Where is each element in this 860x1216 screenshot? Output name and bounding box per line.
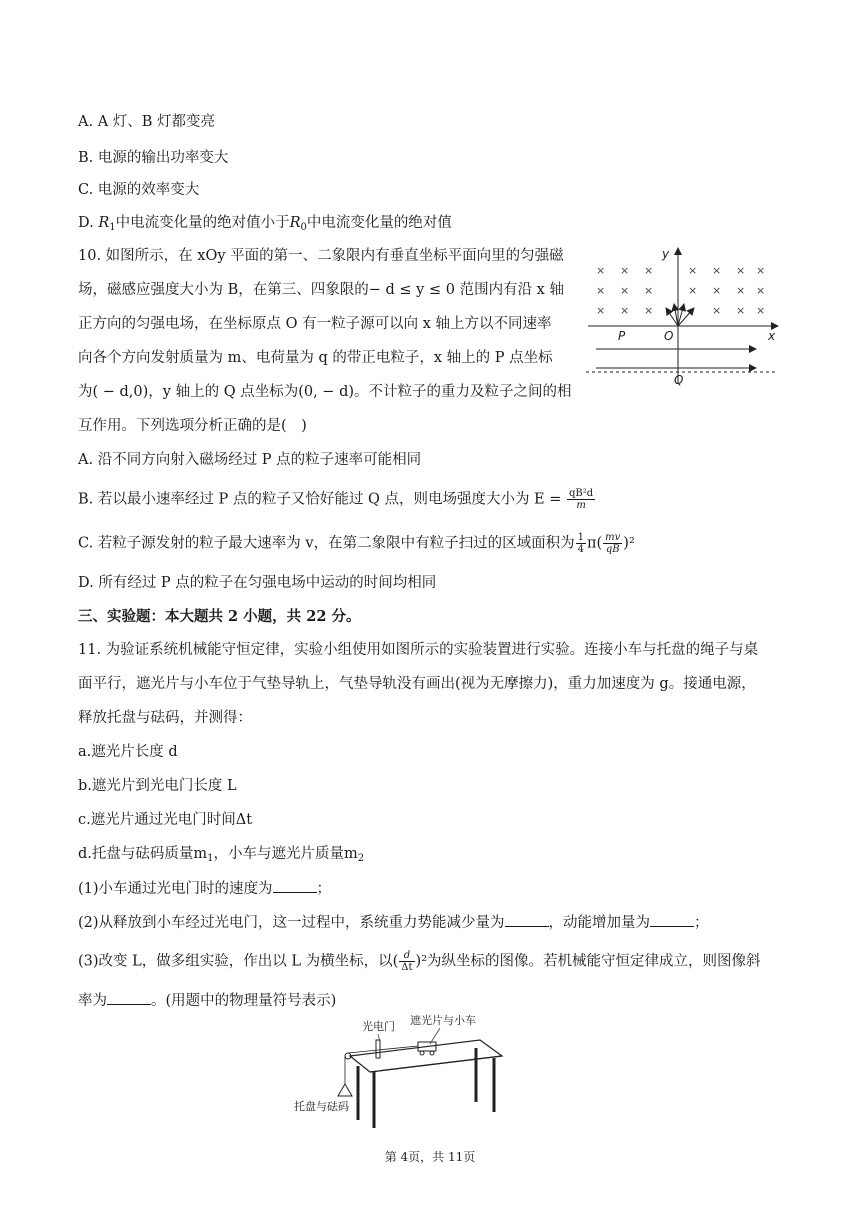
gate-label: 光电门 bbox=[362, 1020, 395, 1033]
section-heading: 三、实验题：本大题共 2 小题，共 22 分。 bbox=[78, 608, 361, 625]
q10-option-b: B. 若以最小速率经过 P 点的粒子又恰好能过 Q 点，则电场强度大小为 E = $\frac{\text{qB²d}}{m}$ bbox=[78, 488, 594, 511]
q10-option-c: C. 若粒子源发射的粒子最大速率为 v，在第二象限中有粒子扫过的区域面积为 $\frac{1}{4}$ π( $\frac{mv}{qB}$ )² bbox=[78, 532, 635, 555]
answer-blank[interactable] bbox=[650, 912, 694, 927]
answer-blank[interactable] bbox=[107, 990, 151, 1005]
q11-line-2: 面平行，遮光片与小车位于气垫导轨上，气垫导轨没有画出(视为无摩擦力)，重力加速度为 g。接通电源， bbox=[78, 676, 756, 692]
cross-mark: × bbox=[712, 284, 722, 297]
cross-mark: × bbox=[620, 304, 630, 317]
origin-label: O bbox=[664, 329, 674, 343]
q11-line-1: 11. 为验证系统机械能守恒定律，实验小组使用如图所示的实验装置进行实验。连接小车与托盘的绳子与桌 bbox=[78, 642, 759, 658]
cross-mark: × bbox=[756, 304, 766, 317]
tray bbox=[338, 1084, 352, 1096]
cross-mark: × bbox=[644, 284, 654, 297]
table-top bbox=[350, 1040, 502, 1072]
q10-line-3: 正方向的匀强电场，在坐标原点 O 有一粒子源可以向 x 轴上方以不同速率 bbox=[78, 316, 552, 332]
photogate bbox=[376, 1040, 380, 1058]
q10-line-4: 向各个方向发射质量为 m、电荷量为 q 的带正电粒子，x 轴上的 P 点坐标 bbox=[78, 350, 553, 366]
q11-sub-2: (2)从释放到小车经过光电门，这一过程中，系统重力势能减少量为 ，动能增加量为 ； bbox=[78, 912, 709, 933]
q11-item-d: d.托盘与砝码质量$m_1$，小车与遮光片质量$m_2$ bbox=[78, 846, 365, 864]
cross-mark: × bbox=[596, 284, 606, 297]
q11-item-a: a.遮光片长度 d bbox=[78, 744, 178, 760]
cross-mark: × bbox=[620, 284, 630, 297]
q10-field-figure bbox=[584, 244, 784, 394]
cross-mark: × bbox=[736, 304, 746, 317]
cross-mark: × bbox=[620, 264, 630, 277]
q11-line-3: 释放托盘与砝码，并测得： bbox=[78, 710, 252, 726]
cross-mark: × bbox=[736, 264, 746, 277]
tray-label: 托盘与砝码 bbox=[294, 1100, 349, 1113]
q11-sub-1: (1)小车通过光电门时的速度为 ； bbox=[78, 878, 331, 899]
particle-direction-arrows bbox=[666, 304, 694, 326]
cross-mark: × bbox=[644, 304, 654, 317]
cross-mark: × bbox=[596, 264, 606, 277]
cart-label: 遮光片与小车 bbox=[410, 1014, 476, 1027]
q10-line-6: 互作用。下列选项分析正确的是( ) bbox=[78, 418, 307, 434]
cross-mark: × bbox=[756, 284, 766, 297]
cross-mark: × bbox=[756, 264, 766, 277]
cross-mark: × bbox=[736, 284, 746, 297]
q9-option-d: D. $R_1$中电流变化量的绝对值小于$R_0$中电流变化量的绝对值 bbox=[78, 215, 452, 233]
q11-sub-3: (3)改变 L，做多组实验，作出以 L 为横坐标，以( $\frac{d}{\Delta t}$ )²为纵坐标的图像。若机械能守恒定律成立，则图像斜 bbox=[78, 950, 761, 973]
q11-sub-3-cont: 率为 。(用题中的物理量符号表示) bbox=[78, 990, 336, 1011]
q9-option-c: C. 电源的效率变大 bbox=[78, 182, 200, 198]
cross-mark: × bbox=[688, 284, 698, 297]
q10-line-5: 为( − d,0)，y 轴上的 Q 点坐标为(0, − d)。不计粒子的重力及粒子之间的相 bbox=[78, 384, 572, 400]
cross-mark: × bbox=[688, 264, 698, 277]
q11-item-b: b.遮光片到光电门长度 L bbox=[78, 778, 237, 794]
point-q-label: Q bbox=[674, 373, 684, 387]
q10-option-d: D. 所有经过 P 点的粒子在匀强电场中运动的时间均相同 bbox=[78, 575, 437, 591]
answer-blank[interactable] bbox=[273, 878, 317, 893]
magnetic-field-crosses bbox=[596, 264, 765, 317]
y-axis-label: y bbox=[662, 247, 670, 261]
page-footer: 第 4页，共 11页 bbox=[384, 1150, 476, 1164]
q11-item-c: c.遮光片通过光电门时间Δt bbox=[78, 812, 253, 828]
q10-line-2: 场，磁感应强度大小为 B，在第三、四象限的− d ≤ y ≤ 0 范围内有沿 x 轴 bbox=[78, 282, 564, 298]
electric-field-lines bbox=[596, 349, 756, 368]
cross-mark: × bbox=[644, 264, 654, 277]
answer-blank[interactable] bbox=[505, 912, 549, 927]
cross-mark: × bbox=[596, 304, 606, 317]
q10-option-a: A. 沿不同方向射入磁场经过 P 点的粒子速率可能相同 bbox=[78, 452, 422, 468]
q9-option-a: A. A 灯、B 灯都变亮 bbox=[78, 114, 216, 130]
cross-mark: × bbox=[712, 264, 722, 277]
point-p-label: P bbox=[618, 329, 626, 343]
x-axis-label: x bbox=[768, 329, 776, 343]
q11-apparatus-figure bbox=[290, 1008, 530, 1138]
q10-line-1: 10. 如图所示，在 xOy 平面的第一、二象限内有垂直坐标平面向里的匀强磁 bbox=[78, 248, 564, 264]
cross-mark: × bbox=[712, 304, 722, 317]
q9-option-b: B. 电源的输出功率变大 bbox=[78, 150, 229, 166]
